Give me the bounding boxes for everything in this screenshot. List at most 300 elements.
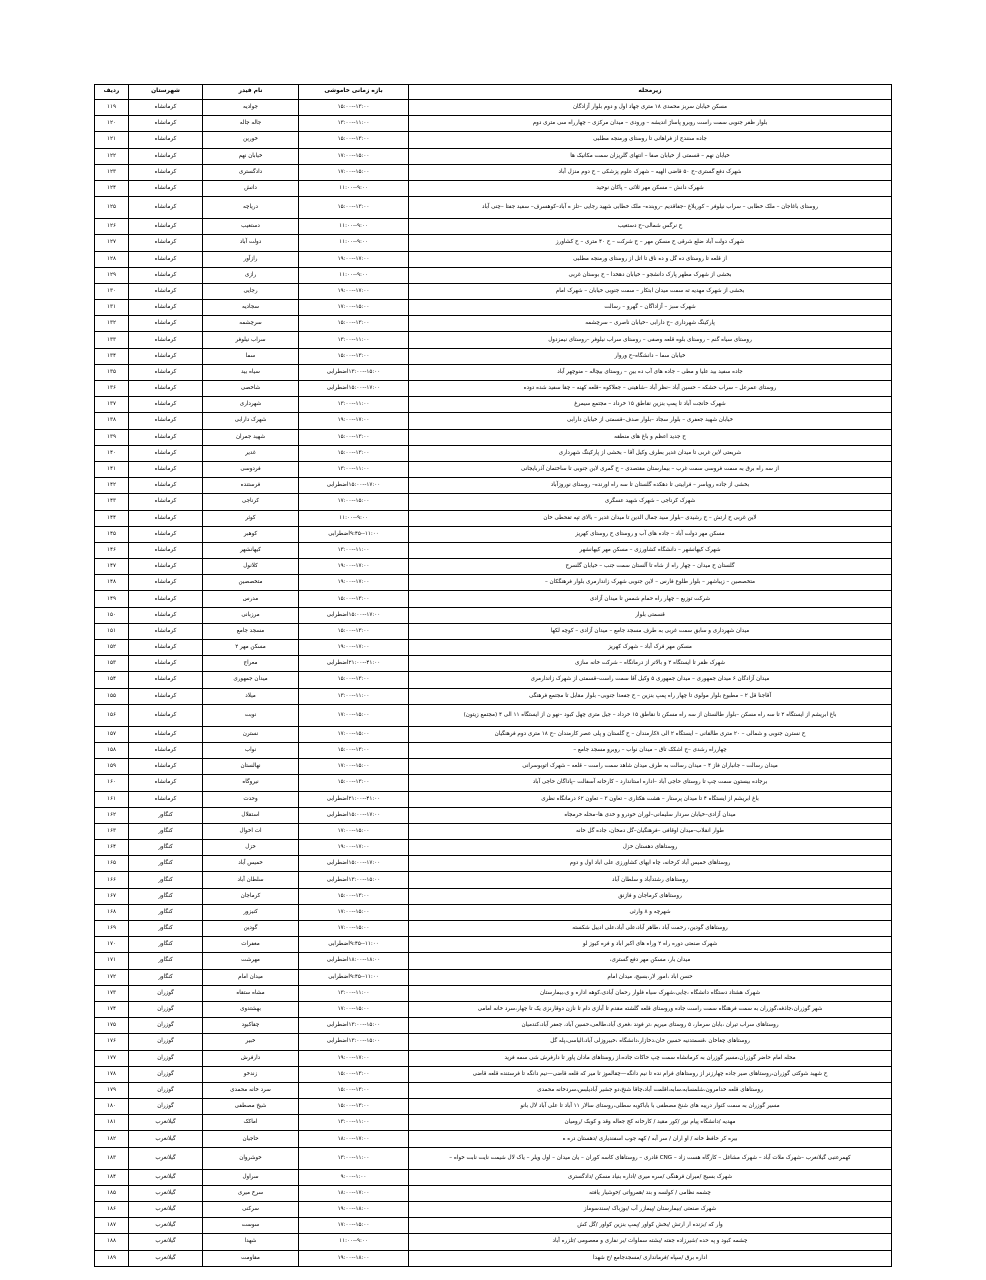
cell-area: بیره کر حافظ خانه / او اران / سر آبه / کهه جوب اسفندیاری /دهستان دره ه (409, 1131, 892, 1147)
cell-row: ۱۲۰ (95, 116, 129, 132)
cell-area: روستاهای دهستان خزل (409, 840, 892, 856)
cell-city: کرمانشاه (129, 775, 203, 791)
cell-time: ۱۱:۰۰--۱۳:۰۰ (299, 688, 409, 704)
cell-time: ۱۵:۰۰--۱۷:۰۰ (299, 164, 409, 180)
cell-feeder: اماکک (203, 1115, 299, 1131)
cell-time: ۱۵:۰۰--۱۳:۰۰اضطرابی (299, 1018, 409, 1034)
cell-time: ۱۳:۰۰--۱۵:۰۰ (299, 623, 409, 639)
table-row (95, 1115, 892, 1131)
cell-area: چهارراه رشدی –ح اشکک تاق – میدان نواب – روبرو مسجد جامع – (409, 742, 892, 758)
cell-feeder: نهالستان (203, 759, 299, 775)
cell-time: ۱۳:۰۰--۱۵:۰۰ (299, 348, 409, 364)
cell-time: ۱۵:۰۰--۱۷:۰۰ (299, 921, 409, 937)
cell-city: کرمانشاه (129, 197, 203, 219)
cell-row: ۱۲۶ (95, 219, 129, 235)
cell-city: گیلانغرب (129, 1202, 203, 1218)
table-row (95, 953, 892, 969)
cell-feeder: سلطان آباد (203, 872, 299, 888)
cell-feeder: سرچشمه (203, 316, 299, 332)
table-row (95, 623, 892, 639)
table-row (95, 1034, 892, 1050)
cell-time: ۱۵:۰۰--۱۷:۰۰ (299, 1001, 409, 1017)
cell-area: میدان آزادگان ۶ میدان جمهوری – میدان جمهوری ۵ وکیل آقا سمت راست–قسمتی از شهرک زاندارمری (409, 672, 892, 688)
cell-time: ۱۸:۰۰--۱۹:۰۰ (299, 1202, 409, 1218)
cell-time: ۱۷:۰۰--۱۵:۰۰اضطرابی (299, 478, 409, 494)
cell-area: باغ ابریشم از ایستگاه ۲ تا سه راه مسکن –بلوار طالستان از سه راه مسکن تا نقاطق ۱۵ خرداد – جیل متری چهل کبود –نهو ن از ایستگاه ۱۱ الی ۴ (مجتمع زیتون) (409, 704, 892, 726)
table-row (95, 840, 892, 856)
table-row (95, 413, 892, 429)
cell-row: ۱۷۲ (95, 969, 129, 985)
cell-area: ح شهید شوکتی گوزران،روستاهای صیر جاده چهارزنر از روستاهای فرام نده تا نیم دانگه—چقالموز تا میر که قلعه قاضی—نیم دانگه تا فرستنده قلعه قاضی (409, 1066, 892, 1082)
cell-row: ۱۴۳ (95, 494, 129, 510)
cell-city: کنگاور (129, 807, 203, 823)
cell-area: محله امام حاضر گوزران،مسیر گوزران به کرمانشاه سمت چپ حاکات جاده،از روستاهای مادان پاور تا دارفرش شی سمه فرید (409, 1050, 892, 1066)
cell-area: روستاهای سراب تیران ،بابان سرمار، ۵ روستای میریم ،تر فوند ،فغری آباد،طالعی،حسین آباد، جعفر آباد،کندمیان (409, 1018, 892, 1034)
cell-time: ۱۷:۰۰--۱۵:۰۰اضطرابی (299, 807, 409, 823)
cell-row: ۱۴۹ (95, 591, 129, 607)
cell-area: مسیر گوزران به سمت کنوار دریبه های شنخ مصطفی با باباکوبه سطلی،روستای سالار ۱۱ آباد تا علی آباد لال بانو (409, 1099, 892, 1115)
cell-time: ۱۵:۰۰--۱۳:۰۰اضطرابی (299, 1034, 409, 1050)
column-header-row: ردیف (95, 85, 129, 100)
cell-city: کرمانشاه (129, 429, 203, 445)
cell-feeder: میدان جمهوری (203, 672, 299, 688)
table-row (95, 1050, 892, 1066)
cell-area: شهرک کیهانشهر – دانشگاه کشاورزی – مسکن مهر کیهانشهر (409, 542, 892, 558)
cell-area: روستای عمرعل – سراب خشکه – حسین آباد –نظر آباد –شاهینی – جعلاکوه –قلعه کهنه – چقا سفید شده دوده (409, 381, 892, 397)
table-row (95, 1066, 892, 1082)
table-row (95, 1131, 892, 1147)
cell-time: ۹:۰۰--۱۱:۰۰ (299, 1234, 409, 1250)
table-row (95, 704, 892, 726)
table-row (95, 478, 892, 494)
table-row (95, 791, 892, 807)
cell-time: ۱۱:۰۰--۱۳:۰۰ (299, 1147, 409, 1169)
cell-row: ۱۲۹ (95, 267, 129, 283)
cell-area: شهرک سبز – آزاداگان – گهرو – رسالت (409, 300, 892, 316)
cell-area: طوار انقلاب–میدان اوقافی –فرهنگیان–گل دمخان، جاده گل خانه (409, 823, 892, 839)
cell-time: ۱۳:۰۰--۱۵:۰۰ (299, 1066, 409, 1082)
cell-area: برجاده بیستون سمت چپ تا روستای حاجی آباد –اداره استاندارد – کارخانه آسفالت –پاداگان حاجی آباد (409, 775, 892, 791)
cell-row: ۱۶۸ (95, 904, 129, 920)
cell-city: گوزران (129, 1066, 203, 1082)
table-row (95, 283, 892, 299)
cell-feeder: سیاه بید (203, 364, 299, 380)
cell-row: ۱۵۵ (95, 688, 129, 704)
cell-time: ۱۵:۰۰--۱۷:۰۰ (299, 1218, 409, 1234)
table-row (95, 364, 892, 380)
cell-city: کرمانشاه (129, 526, 203, 542)
cell-area: گلستان ح میدان – چهار راه از شاه تا آلستان سمت جنب – خیابان گلسرح (409, 559, 892, 575)
cell-feeder: سرکنی (203, 1202, 299, 1218)
cell-row: ۱۲۸ (95, 251, 129, 267)
cell-row: ۱۸۱ (95, 1115, 129, 1131)
cell-row: ۱۴۶ (95, 542, 129, 558)
table-row (95, 1018, 892, 1034)
cell-time: ۹:۰۰--۱۱:۰۰ (299, 235, 409, 251)
cell-feeder: مغفرات (203, 937, 299, 953)
cell-row: ۱۲۳ (95, 164, 129, 180)
table-row (95, 429, 892, 445)
cell-area: خیابان شهید جعفری – بلوار سجاد –بلوار صدف–قسمتی از خیابان دارابی (409, 413, 892, 429)
cell-feeder: مدرس (203, 591, 299, 607)
cell-feeder: دادگستری (203, 164, 299, 180)
cell-feeder: دولت آباد (203, 235, 299, 251)
cell-area: متخصصین – زیباشهر – بلوار طلوع فارس – لاین جنوبی شهرک زاندارمری بلوار فرهنگکان – (409, 575, 892, 591)
cell-city: گیلانغرب (129, 1185, 203, 1201)
cell-row: ۱۵۷ (95, 726, 129, 742)
cell-city: کرمانشاه (129, 623, 203, 639)
table-row (95, 937, 892, 953)
cell-time: ۹:۰۰--۱۱:۰۰ (299, 219, 409, 235)
cell-area: روستای باغاجان – ملک خطابی – سراب نیلوفر – کوریلاغ –جفاقدیم –روبنده– ملک خطابی شهید رجایی –تلز ه آباد–کوهسرف– سفید جفتا –چنی آباد (409, 197, 892, 219)
column-header-time: بازه زمانی خاموشی (299, 85, 409, 100)
cell-row: ۱۷۰ (95, 937, 129, 953)
cell-area: شهرک خانجت آباد تا پمپ بنزین نقاطق ۱۵ خرداد – مجتمع سیمرغ (409, 397, 892, 413)
cell-city: کرمانشاه (129, 742, 203, 758)
cell-time: ۱۸:۰۰--۱۹:۰۰ (299, 1250, 409, 1266)
cell-area: میدان بار، مسکن مهر دفع گستری، (409, 953, 892, 969)
cell-row: ۱۳۰ (95, 283, 129, 299)
cell-area: بخشی از جاده رویاسر – فرابیتی تا دهکده گلستان تا سه راه اورنده– روستای نوروزآباد (409, 478, 892, 494)
cell-area: لاین غربی ح ارتش – ح رشیدی –بلوار سید جمال الدین تا میدان غدیر – بالای تپه تفحطی خان (409, 510, 892, 526)
cell-city: کرمانشاه (129, 251, 203, 267)
cell-feeder: رازآور (203, 251, 299, 267)
cell-area: باغ ابریشم از ایستگاه ۴ تا میدان پرستار – هشت هکتاری – تعاون ۳ – تعاون ۶۲ درمانگاه نظری (409, 791, 892, 807)
cell-time: ۹:۰۰--۱۱:۰۰ (299, 267, 409, 283)
cell-feeder: شهید جمران (203, 429, 299, 445)
cell-feeder: دستغیب (203, 219, 299, 235)
table-row (95, 1218, 892, 1234)
cell-time: ۱۱:۰۰--۹:۴۵اضطرابی (299, 526, 409, 542)
cell-time: ۴۱:۰۰--۲۱:۰۰اضطرابی (299, 656, 409, 672)
cell-area: اداره برق /سپاه /فرمانداری /مسجدجامع /ح شهدا (409, 1250, 892, 1266)
cell-time: ۱۳:۰۰--۱۵:۰۰ (299, 672, 409, 688)
cell-time: ۱۳:۰۰--۱۵:۰۰ (299, 429, 409, 445)
cell-city: کرمانشاه (129, 542, 203, 558)
cell-row: ۱۵۹ (95, 759, 129, 775)
cell-feeder: چقاکبود (203, 1018, 299, 1034)
cell-area: قسمتی بلوار (409, 607, 892, 623)
cell-row: ۱۸۲ (95, 1131, 129, 1147)
cell-area: آقاجنا قل ۲ – مطبوع بلوار مولوی تا چهار راه پمپ بنزین – ح جفعدا جنوبی– بلوار مقابل تا مجتمع فرهنگی (409, 688, 892, 704)
cell-time: ۱۷:۰۰--۱۹:۰۰ (299, 559, 409, 575)
cell-city: کرمانشاه (129, 348, 203, 364)
cell-time: ۱۱:۰۰--۱۳:۰۰ (299, 116, 409, 132)
cell-city: کنگاور (129, 921, 203, 937)
cell-time: ۱۵:۰۰--۱۳:۰۰اضطرابی (299, 364, 409, 380)
cell-feeder: معراج (203, 656, 299, 672)
table-row (95, 1082, 892, 1098)
cell-feeder: شهرداری (203, 397, 299, 413)
cell-row: ۱۱۹ (95, 100, 129, 116)
cell-feeder: کرماجان (203, 888, 299, 904)
cell-row: ۱۸۴ (95, 1169, 129, 1185)
table-row (95, 775, 892, 791)
table-row (95, 461, 892, 477)
cell-city: کنگاور (129, 969, 203, 985)
cell-feeder: گودین (203, 921, 299, 937)
cell-city: کرمانشاه (129, 316, 203, 332)
cell-feeder: مقاومت (203, 1250, 299, 1266)
cell-area: روستای سیاه گنم – روستای بلوه قلعه وصفی – روستای سراب نیلوفر –روستای نیمزدول (409, 332, 892, 348)
cell-row: ۱۴۲ (95, 478, 129, 494)
table-row (95, 251, 892, 267)
table-row (95, 445, 892, 461)
cell-area: شهرک صنعتی دوره راه ۲ وراه های اکبر اباد و فره کیوز لو (409, 937, 892, 953)
cell-feeder: سراب نیلوفر (203, 332, 299, 348)
cell-area: مسکن مهر دولت آباد – جاده های آب و روستای ح روستای کهریز (409, 526, 892, 542)
cell-time: ۴۱:۰۰--۲۱:۰۰اضطرابی (299, 791, 409, 807)
cell-feeder: حاجیان (203, 1131, 299, 1147)
cell-area: جاده سفید بید علیا و مطی – جاده های آب ده بین – روستای بیچاله – منوچهر آباد (409, 364, 892, 380)
cell-feeder: خزل (203, 840, 299, 856)
table-header-row (95, 85, 892, 100)
cell-city: کرمانشاه (129, 180, 203, 196)
cell-feeder: ات اخوال (203, 823, 299, 839)
cell-feeder: کوثر (203, 510, 299, 526)
cell-feeder: شهرک دارابی (203, 413, 299, 429)
cell-time: ۹:۰۰--۱۱:۰۰ (299, 510, 409, 526)
cell-feeder: سراول (203, 1169, 299, 1185)
table-row (95, 1234, 892, 1250)
cell-city: کرمانشاه (129, 300, 203, 316)
cell-time: ۱۵:۰۰--۱۷:۰۰ (299, 823, 409, 839)
cell-city: کرمانشاه (129, 759, 203, 775)
cell-feeder: فرستنده (203, 478, 299, 494)
cell-row: ۱۸۰ (95, 1099, 129, 1115)
table-row (95, 688, 892, 704)
cell-time: ۱۳:۰۰--۱۵:۰۰ (299, 591, 409, 607)
cell-city: کرمانشاه (129, 397, 203, 413)
table-row (95, 1001, 892, 1017)
cell-area: حسن اباد ،امور لار،بسیج، میدان امام (409, 969, 892, 985)
cell-feeder: دانش (203, 180, 299, 196)
table-row (95, 672, 892, 688)
table-row (95, 180, 892, 196)
table-row (95, 164, 892, 180)
cell-row: ۱۶۷ (95, 888, 129, 904)
cell-row: ۱۶۵ (95, 856, 129, 872)
cell-feeder: نواب (203, 742, 299, 758)
cell-city: کرمانشاه (129, 219, 203, 235)
cell-feeder: مشاه ستقاه (203, 985, 299, 1001)
cell-city: گیلانغرب (129, 1218, 203, 1234)
cell-time: ۱۵:۰۰--۱۷:۰۰ (299, 726, 409, 742)
table-row (95, 904, 892, 920)
table-row (95, 219, 892, 235)
cell-feeder: کیهانشهر (203, 542, 299, 558)
cell-time: ۱۷:۰۰--۱۵:۰۰اضطرابی (299, 607, 409, 623)
cell-row: ۱۳۱ (95, 300, 129, 316)
cell-city: کرمانشاه (129, 235, 203, 251)
cell-area: روستاهای گودین، رحمت آباد ،طاهر آباد،علی آباد،علی ادیبل شکسته (409, 921, 892, 937)
table-row (95, 969, 892, 985)
cell-area: شهرک دانش – مسکن مهر ثلاثی – پاکان نوحید (409, 180, 892, 196)
cell-city: گیلانغرب (129, 1250, 203, 1266)
cell-city: کرمانشاه (129, 283, 203, 299)
cell-city: کنگاور (129, 840, 203, 856)
cell-feeder: جوادیه (203, 100, 299, 116)
cell-area: از قلعه تا روستای ده گل و ده ناق تا اتل از روستای ورمنجه مطلبی (409, 251, 892, 267)
cell-area: شهرک ظفر تا ایستگاه ۲ و بالاتر از درمانگاه – شرکت خانه سازی (409, 656, 892, 672)
cell-feeder: مرزبانی (203, 607, 299, 623)
table-row (95, 132, 892, 148)
table-row (95, 332, 892, 348)
cell-city: کرمانشاه (129, 607, 203, 623)
table-row (95, 397, 892, 413)
cell-area: شهرک دفع گستری–ح ۵۰ قاضی الهیه – شهرک علوم پزشکی – ح دوم منزل آباد (409, 164, 892, 180)
table-row (95, 726, 892, 742)
cell-time: ۱۱:۰۰--۱۳:۰۰ (299, 542, 409, 558)
cell-area: چشمه نظامی / کولسه و بند /همرواتی /خوشیار یافته (409, 1185, 892, 1201)
cell-feeder: رازی (203, 267, 299, 283)
cell-feeder: خوشروان (203, 1147, 299, 1169)
table-row (95, 872, 892, 888)
cell-city: کنگاور (129, 904, 203, 920)
cell-row: ۱۸۶ (95, 1202, 129, 1218)
cell-area: روستاهای خمیس آباد کرخانه، چاه ایهای کشاورزی علی اباد اول و دوم (409, 856, 892, 872)
cell-feeder: زندخو (203, 1066, 299, 1082)
table-row (95, 985, 892, 1001)
cell-area: شریعتی لاین غربی تا میدان غدیر بطرف وکیل آقا – بخشی از پارکینگ شهرداری (409, 445, 892, 461)
cell-area: بخشی از شهرک مهدیه ته سمت میدان ابتکار – سمت جنوبی خیابان – شهرک امام (409, 283, 892, 299)
cell-time: ۱۳:۰۰--۱۵:۰۰ (299, 775, 409, 791)
table-row (95, 640, 892, 656)
cell-row: ۱۲۱ (95, 132, 129, 148)
cell-city: کرمانشاه (129, 413, 203, 429)
table-row (95, 1099, 892, 1115)
cell-city: گوزران (129, 1099, 203, 1115)
cell-row: ۱۶۲ (95, 807, 129, 823)
cell-city: کرمانشاه (129, 267, 203, 283)
cell-area: شهرک کرناجی – شهرک شهید عسگری (409, 494, 892, 510)
cell-time: ۱:۰۰--۹:۰۰ (299, 1169, 409, 1185)
column-header-city: شهرستان (129, 85, 203, 100)
cell-feeder: شیخ مصطفی (203, 1099, 299, 1115)
cell-area: مسکن مهر فرک آباد – شهرک کهریز (409, 640, 892, 656)
cell-feeder: مسکن مهر ۲ (203, 640, 299, 656)
table-row (95, 807, 892, 823)
cell-city: کرمانشاه (129, 640, 203, 656)
cell-time: ۱۱:۰۰--۱۳:۰۰ (299, 397, 409, 413)
cell-feeder: مهرشت (203, 953, 299, 969)
cell-area: روستاهای چغاخان ،قسمتدنیه حسین خان،دخازار،دانشگاه ،خبیروزلی آباد،الیاسی،پله گل (409, 1034, 892, 1050)
cell-area: پارکینگ شهرداری –ح دارابی –خیابان ناصری – سرچشمه (409, 316, 892, 332)
cell-feeder: کوهبر (203, 526, 299, 542)
cell-row: ۱۵۰ (95, 607, 129, 623)
cell-row: ۱۷۳ (95, 985, 129, 1001)
cell-area: ح جدید اعظم و باغ های منطقه (409, 429, 892, 445)
cell-row: ۱۵۱ (95, 623, 129, 639)
cell-time: ۱۳:۰۰--۱۵:۰۰ (299, 1082, 409, 1098)
table-row (95, 575, 892, 591)
cell-feeder: خورین (203, 132, 299, 148)
table-row (95, 1147, 892, 1169)
cell-feeder: میلاد (203, 688, 299, 704)
cell-city: گوزران (129, 1050, 203, 1066)
cell-feeder: کرناجی (203, 494, 299, 510)
table-row (95, 197, 892, 219)
cell-area: ح نسترن جنوبی و شمالی – ۲۰ متری طالقانی – ایستگاه ۲ الی ۸کارمندان – ح گلستان و پلی عصر کارمندان –ح ۱۸ متری دوم فرهنگیان (409, 726, 892, 742)
table-row (95, 348, 892, 364)
cell-feeder: غدیر (203, 445, 299, 461)
cell-time: ۱۵:۰۰--۱۷:۰۰ (299, 904, 409, 920)
outage-schedule-table (94, 84, 892, 1267)
cell-city: کنگاور (129, 953, 203, 969)
cell-city: کرمانشاه (129, 445, 203, 461)
table-row (95, 921, 892, 937)
cell-row: ۱۲۴ (95, 180, 129, 196)
cell-area: خیابان سما – دانشگاه–ح وروار (409, 348, 892, 364)
cell-time: ۱۱:۰۰--۱۳:۰۰ (299, 461, 409, 477)
cell-city: کرمانشاه (129, 478, 203, 494)
cell-feeder: شهدا (203, 1234, 299, 1250)
cell-time: ۱۷:۰۰--۱۸:۰۰ (299, 1185, 409, 1201)
cell-time: ۱۸:۰۰--۱۸:۰۰اضطرابی (299, 953, 409, 969)
cell-city: کرمانشاه (129, 381, 203, 397)
table-row (95, 316, 892, 332)
cell-city: کرمانشاه (129, 116, 203, 132)
cell-row: ۱۵۶ (95, 704, 129, 726)
cell-row: ۱۲۲ (95, 148, 129, 164)
cell-city: گوزران (129, 1082, 203, 1098)
table-row (95, 559, 892, 575)
cell-feeder: خمیس آباد (203, 856, 299, 872)
cell-feeder: نسترن (203, 726, 299, 742)
table-row (95, 100, 892, 116)
cell-feeder: سرخ میری (203, 1185, 299, 1201)
cell-row: ۱۶۰ (95, 775, 129, 791)
cell-city: کرمانشاه (129, 100, 203, 116)
cell-city: کرمانشاه (129, 672, 203, 688)
cell-row: ۱۵۲ (95, 640, 129, 656)
cell-time: ۱۷:۰۰--۱۹:۰۰ (299, 575, 409, 591)
cell-city: کرمانشاه (129, 164, 203, 180)
table-row (95, 607, 892, 623)
cell-city: کرمانشاه (129, 332, 203, 348)
cell-feeder: دریاچه (203, 197, 299, 219)
cell-time: ۱۵:۰۰--۱۷:۰۰ (299, 300, 409, 316)
table-row (95, 300, 892, 316)
cell-time: ۱۱:۰۰--۱۳:۰۰ (299, 1115, 409, 1131)
table-row (95, 656, 892, 672)
table-row (95, 856, 892, 872)
cell-row: ۱۸۹ (95, 1250, 129, 1266)
cell-feeder: سرد خانه محمدی (203, 1082, 299, 1098)
cell-row: ۱۸۸ (95, 1234, 129, 1250)
cell-row: ۱۶۳ (95, 823, 129, 839)
cell-feeder: مسجد جامع (203, 623, 299, 639)
cell-feeder: نوبت (203, 704, 299, 726)
cell-time: ۱۷:۰۰--۱۵:۰۰اضطرابی (299, 856, 409, 872)
cell-area: وار که /بزنده ار ارتش /بخش کواور /پمپ بنزین کواور /گل کش (409, 1218, 892, 1234)
cell-time: ۱۷:۰۰--۱۹:۰۰ (299, 840, 409, 856)
cell-area: ح نرگس شمالی–ح دستغیب (409, 219, 892, 235)
cell-time: ۱۱:۰۰--۱۳:۰۰ (299, 332, 409, 348)
cell-city: کرمانشاه (129, 559, 203, 575)
cell-time: ۱۳:۰۰--۱۵:۰۰ (299, 132, 409, 148)
cell-area: شهرک دولت آباد ضلع شرقی ح مسکن مهر – ح شرکت – ح ۴۰ متری – ح کشاورز (409, 235, 892, 251)
cell-row: ۱۷۱ (95, 953, 129, 969)
table-row (95, 542, 892, 558)
cell-feeder: سجادیه (203, 300, 299, 316)
cell-city: کرمانشاه (129, 591, 203, 607)
cell-feeder: سما (203, 348, 299, 364)
column-header-area: زیرمحله (409, 85, 892, 100)
table-row (95, 888, 892, 904)
cell-area: کهمرعنبی گیلانغرب –شهرک ملات آباد – شهرک مشاغل – کارگاه هست زاد – CNG قادری – روستاهای کاسه کوران – یان میدان – اول ویلر – یاک لال شیمت نایت نابت خواه – (409, 1147, 892, 1169)
cell-feeder: وحدت (203, 791, 299, 807)
